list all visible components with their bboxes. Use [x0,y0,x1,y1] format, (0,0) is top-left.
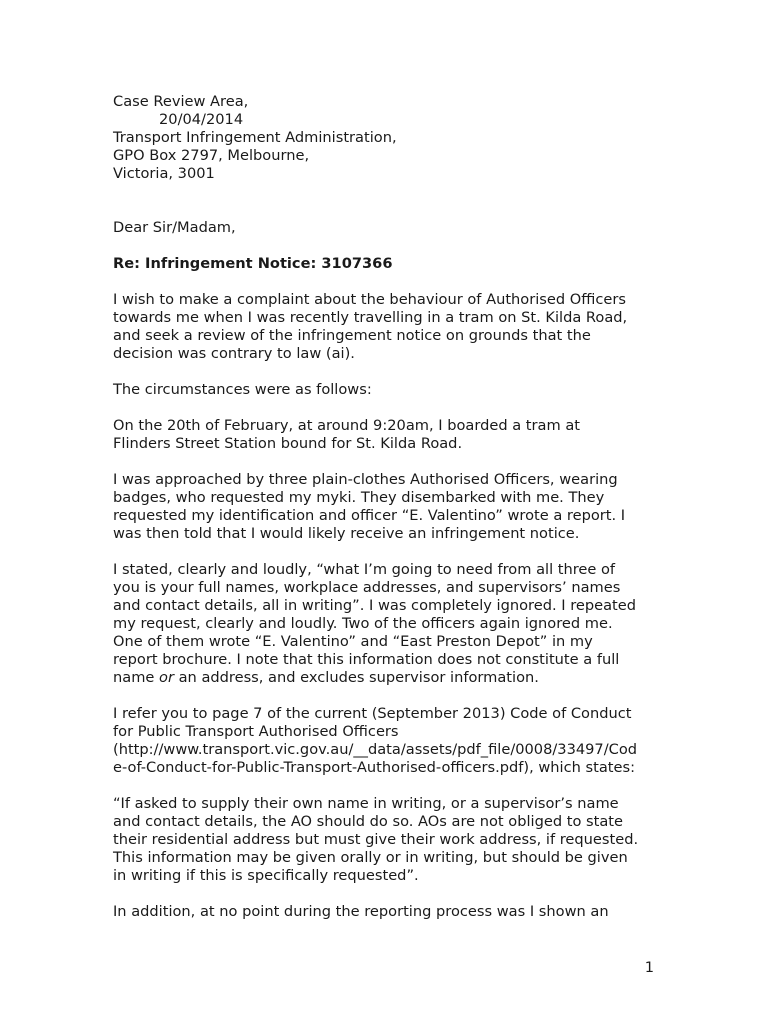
letter-date: 20/04/2014 [159,111,244,128]
text-line: my request, clearly and loudly. Two of the officers again ignored me. [113,615,613,632]
paragraph-quote [113,795,673,885]
recipient-address [113,93,673,183]
text-line: and contact details, all in writing”. I was completely ignored. I repeated [113,597,637,614]
address-line: Transport Infringement Administration, [113,129,397,146]
text-line: In addition, at no point during the reporting process was I shown an [113,903,609,920]
emphasis-text: or [159,669,174,686]
address-line: Victoria, 3001 [113,165,215,182]
text-line: decision was contrary to law (ai). [113,345,355,362]
text-line: I refer you to page 7 of the current (September 2013) Code of Conduct [113,705,632,722]
text-line: you is your full names, workplace addresses, and supervisors’ names [113,579,621,596]
text-line: The circumstances were as follows: [113,381,372,398]
text-line: and contact details, the AO should do so. AOs are not obliged to state [113,813,623,830]
text-line: I wish to make a complaint about the behaviour of Authorised Officers [113,291,626,308]
text-line: “If asked to supply their own name in writing, or a supervisor’s name [113,795,619,812]
page-number: 1 [644,959,654,976]
text-line: their residential address but must give their work address, if requested. [113,831,639,848]
text-line: I stated, clearly and loudly, “what I’m going to need from all three of [113,561,616,578]
paragraph-boarding [113,417,673,453]
text-line: Flinders Street Station bound for St. Kilda Road. [113,435,463,452]
text-line: for Public Transport Authorised Officers [113,723,399,740]
text-line: I was approached by three plain-clothes Authorised Officers, wearing [113,471,618,488]
paragraph-complaint [113,291,673,363]
text-line: towards me when I was recently travelling in a tram on St. Kilda Road, [113,309,628,326]
text-line: On the 20th of February, at around 9:20am, I boarded a tram at [113,417,580,434]
address-line: GPO Box 2797, Melbourne, [113,147,310,164]
text-line: badges, who requested my myki. They disembarked with me. They [113,489,605,506]
text-line: report brochure. I note that this information does not constitute a full [113,651,620,668]
url-line: e-of-Conduct-for-Public-Transport-Authorised-officers.pdf), which states: [113,759,636,776]
paragraph-addition [113,903,673,921]
text-fragment: name [113,669,160,686]
text-line: One of them wrote “E. Valentino” and “East Preston Depot” in my [113,633,593,650]
text-fragment: an address, and excludes supervisor information. [173,669,539,686]
paragraph-approach [113,471,673,543]
text-line: in writing if this is specifically requested”. [113,867,419,884]
text-line [113,669,673,687]
text-line: This information may be given orally or in writing, but should be given [113,849,628,866]
text-line: and seek a review of the infringement notice on grounds that the [113,327,591,344]
text-line: requested my identification and officer “E. Valentino” wrote a report. I [113,507,626,524]
paragraph-code-reference [113,705,673,777]
text-line: was then told that I would likely receive an infringement notice. [113,525,580,542]
salutation: Dear Sir/Madam, [113,219,236,236]
address-line: Case Review Area, [113,93,249,110]
paragraph-circumstances [113,381,673,399]
letter-body [113,93,673,921]
subject-line: Re: Infringement Notice: 3107366 [113,255,393,272]
paragraph-request [113,561,673,687]
url-line: (http://www.transport.vic.gov.au/__data/assets/pdf_file/0008/33497/Cod [113,741,638,758]
